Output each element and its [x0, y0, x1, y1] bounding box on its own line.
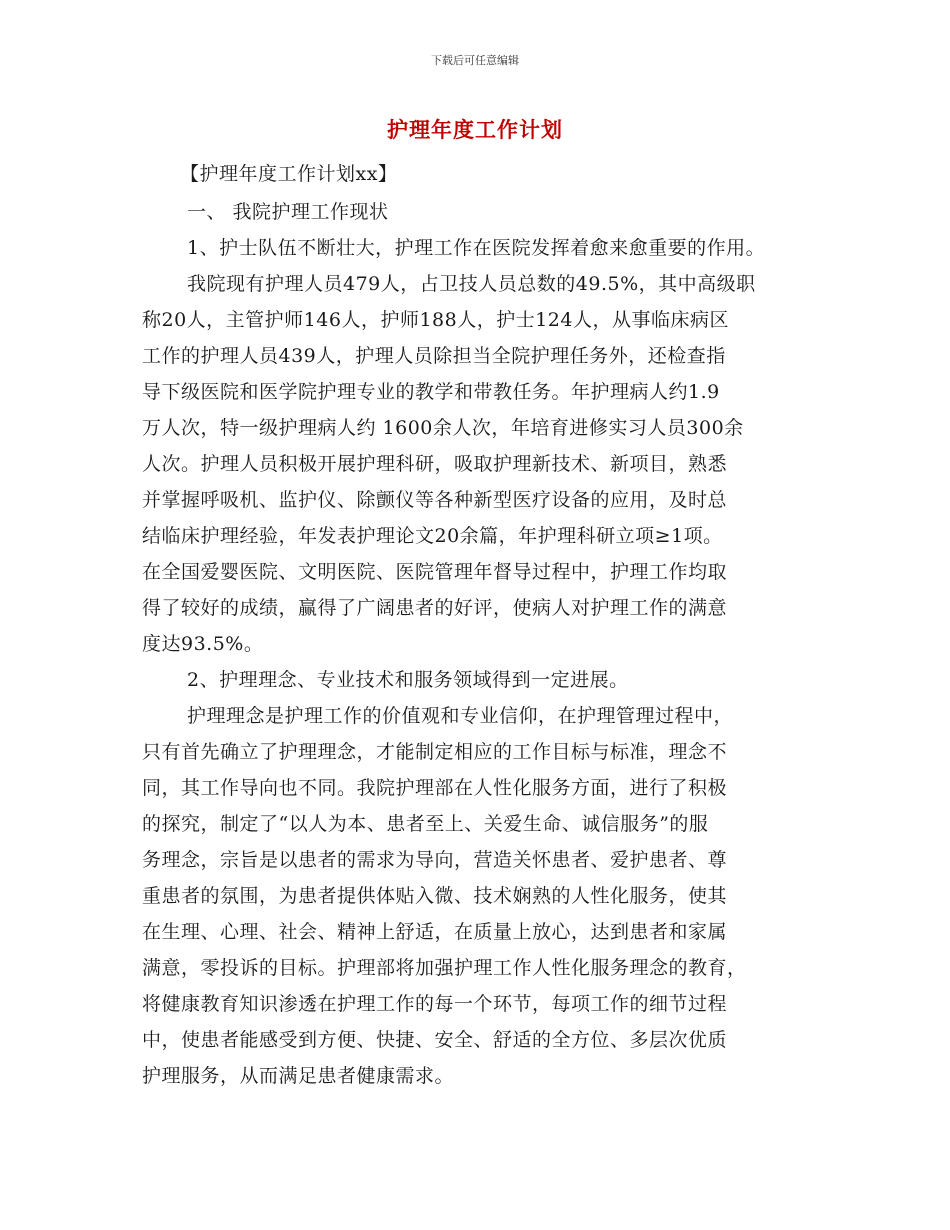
subsection-heading: 2、护理理念、专业技术和服务领域得到一定进展。: [187, 669, 629, 691]
paragraph-line: 的探究，制定了“以人为本、患者至上、关爱生命、诚信服务”的服: [142, 813, 709, 835]
paragraph-line: 得了较好的成绩，赢得了广阔患者的好评，使病人对护理工作的满意: [142, 597, 728, 619]
paragraph-line: 中，使患者能感受到方便、快捷、安全、舒适的全方位、多层次优质: [142, 1029, 728, 1051]
paragraph-line: 称20人，主管护师146人，护师188人，护士124人，从事临床病区: [142, 309, 729, 331]
paragraph-line: 务理念，宗旨是以患者的需求为导向，营造关怀患者、爱护患者、尊: [142, 849, 728, 871]
paragraph-line: 万人次，特一级护理病人约 1600余人次，年培育进修实习人员300余: [142, 417, 744, 439]
paragraph-line: 并掌握呼吸机、监护仪、除颤仪等各种新型医疗设备的应用，及时总: [142, 489, 728, 511]
page-header-note: 下载后可任意编辑: [431, 54, 519, 67]
section-heading: 一、 我院护理工作现状: [187, 201, 389, 223]
paragraph-line: 1、护士队伍不断壮大，护理工作在医院发挥着愈来愈重要的作用。: [187, 237, 766, 259]
paragraph-line: 工作的护理人员439人，护理人员除担当全院护理任务外，还检查指: [142, 345, 726, 367]
paragraph-line: 在全国爱婴医院、文明医院、医院管理年督导过程中，护理工作均取: [142, 561, 728, 583]
paragraph-line: 满意，零投诉的目标。护理部将加强护理工作人性化服务理念的教育，: [142, 957, 747, 979]
paragraph-line: 在生理、心理、社会、精神上舒适，在质量上放心，达到患者和家属: [142, 921, 728, 943]
paragraph-line: 人次。护理人员积极开展护理科研，吸取护理新技术、新项目，熟悉: [142, 453, 728, 475]
paragraph-line: 导下级医院和医学院护理专业的教学和带教任务。年护理病人约1.9: [142, 381, 720, 403]
paragraph-line: 只有首先确立了护理理念，才能制定相应的工作目标与标准，理念不: [142, 741, 728, 763]
paragraph-line: 重患者的氛围，为患者提供体贴入微、技术娴熟的人性化服务，使其: [142, 885, 728, 907]
document-subtitle: 【护理年度工作计划xx】: [180, 163, 398, 185]
paragraph-line: 将健康教育知识渗透在护理工作的每一个环节，每项工作的细节过程: [142, 993, 728, 1015]
paragraph-line: 护理服务，从而满足患者健康需求。: [142, 1065, 455, 1087]
paragraph-line: 护理理念是护理工作的价值观和专业信仰，在护理管理过程中，: [187, 705, 734, 727]
paragraph-line: 同，其工作导向也不同。我院护理部在人性化服务方面，进行了积极: [142, 777, 728, 799]
paragraph-line: 结临床护理经验，年发表护理论文20余篇，年护理科研立项≥1项。: [142, 525, 723, 547]
paragraph-line: 我院现有护理人员479人，占卫技人员总数的49.5%，其中高级职: [187, 273, 756, 295]
paragraph-line: 度达93.5%。: [142, 633, 264, 655]
document-title: 护理年度工作计划: [387, 118, 563, 142]
